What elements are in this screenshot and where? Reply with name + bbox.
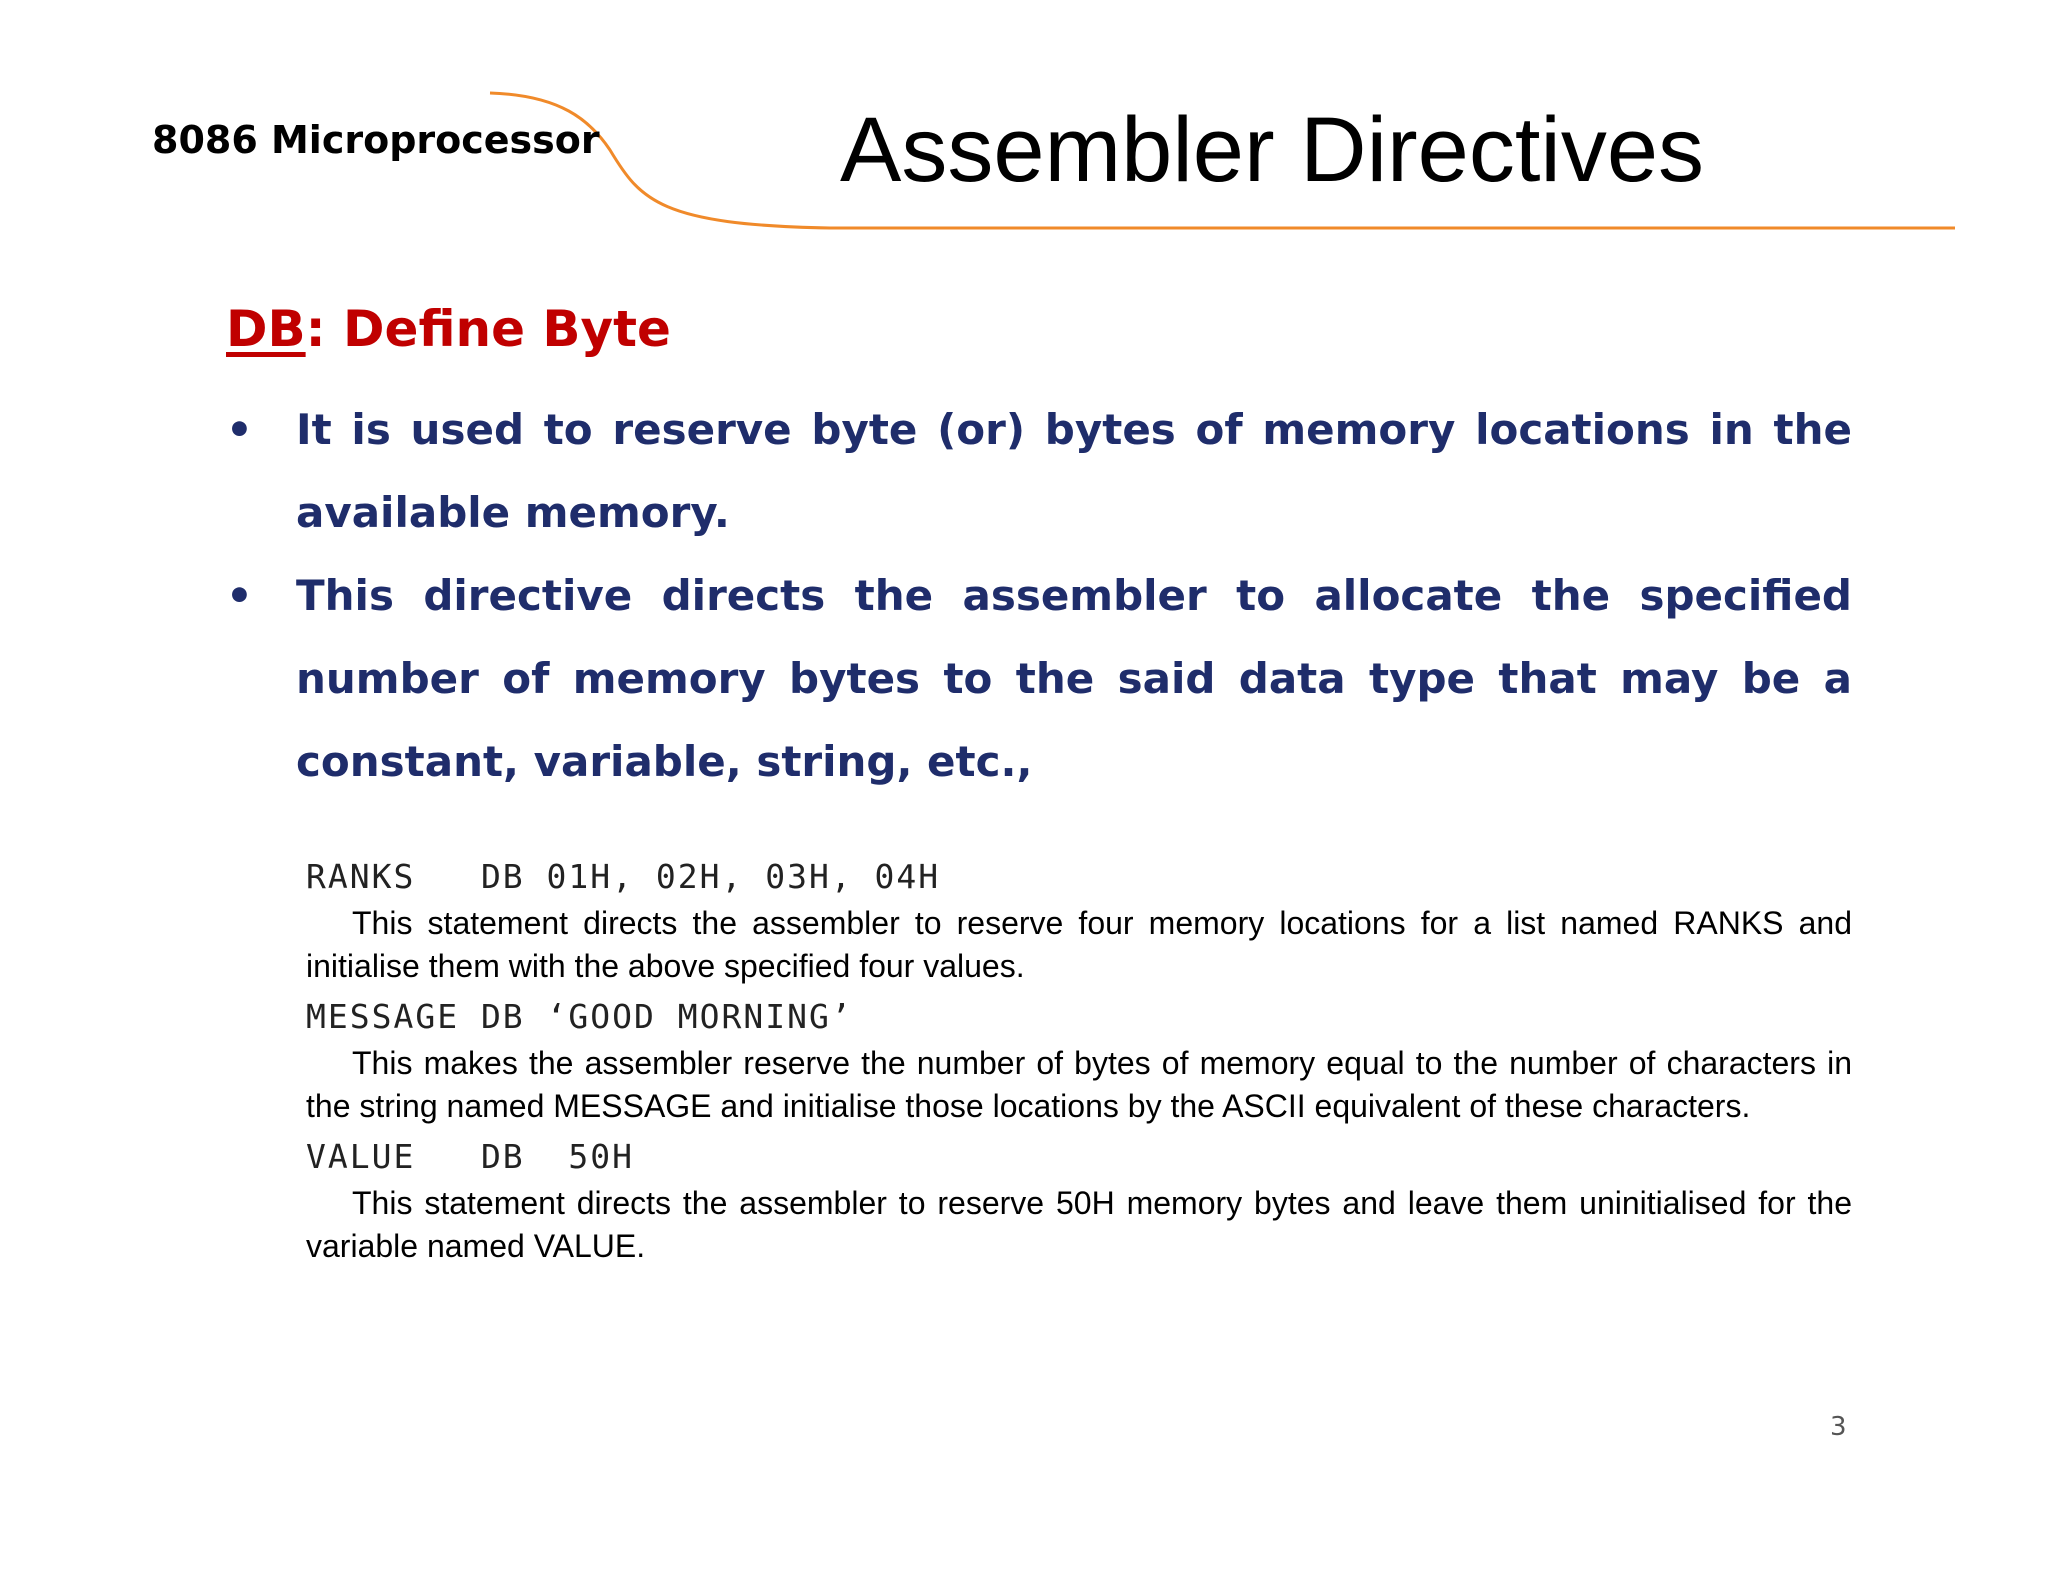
bullet-dot-icon: •: [226, 405, 253, 454]
example-explanation: This statement directs the assembler to reserve four memory locations for a list named RANKS and initialise them with the above specified four values.: [306, 905, 1852, 984]
example-explanation: This statement directs the assembler to reserve 50H memory bytes and leave them uninitialised for the variable named VALUE.: [306, 1185, 1852, 1264]
bullet-item: [226, 388, 1852, 554]
example-explanation: This makes the assembler reserve the number of bytes of memory equal to the number of characters in the string named MESSAGE and initialise those locations by the ASCII equivalent of these characters.: [306, 1045, 1852, 1124]
course-title: 8086 Microprocessor: [152, 118, 600, 162]
example-code: MESSAGE DB ‘GOOD MORNING’: [306, 997, 853, 1036]
bullet-list: [226, 388, 1852, 803]
bullet-dot-icon: •: [226, 571, 253, 620]
example-code: RANKS DB 01H, 02H, 03H, 04H: [306, 857, 941, 896]
page-number: 3: [1830, 1412, 1847, 1442]
slide-title: Assembler Directives: [840, 99, 1704, 201]
section-abbreviation: DB: [226, 300, 306, 358]
bullet-item: [226, 554, 1852, 803]
examples-block: [306, 852, 1852, 1272]
example-code: VALUE DB 50H: [306, 1137, 635, 1176]
bullet-text: It is used to reserve byte (or) bytes of memory locations in the available memory.: [296, 405, 1852, 537]
bullet-text: This directive directs the assembler to allocate the specified number of memory bytes to the said data type that may be a constant, variable, string, etc.,: [296, 571, 1852, 786]
section-heading-text: : Define Byte: [305, 300, 671, 358]
section-heading: [226, 300, 671, 358]
